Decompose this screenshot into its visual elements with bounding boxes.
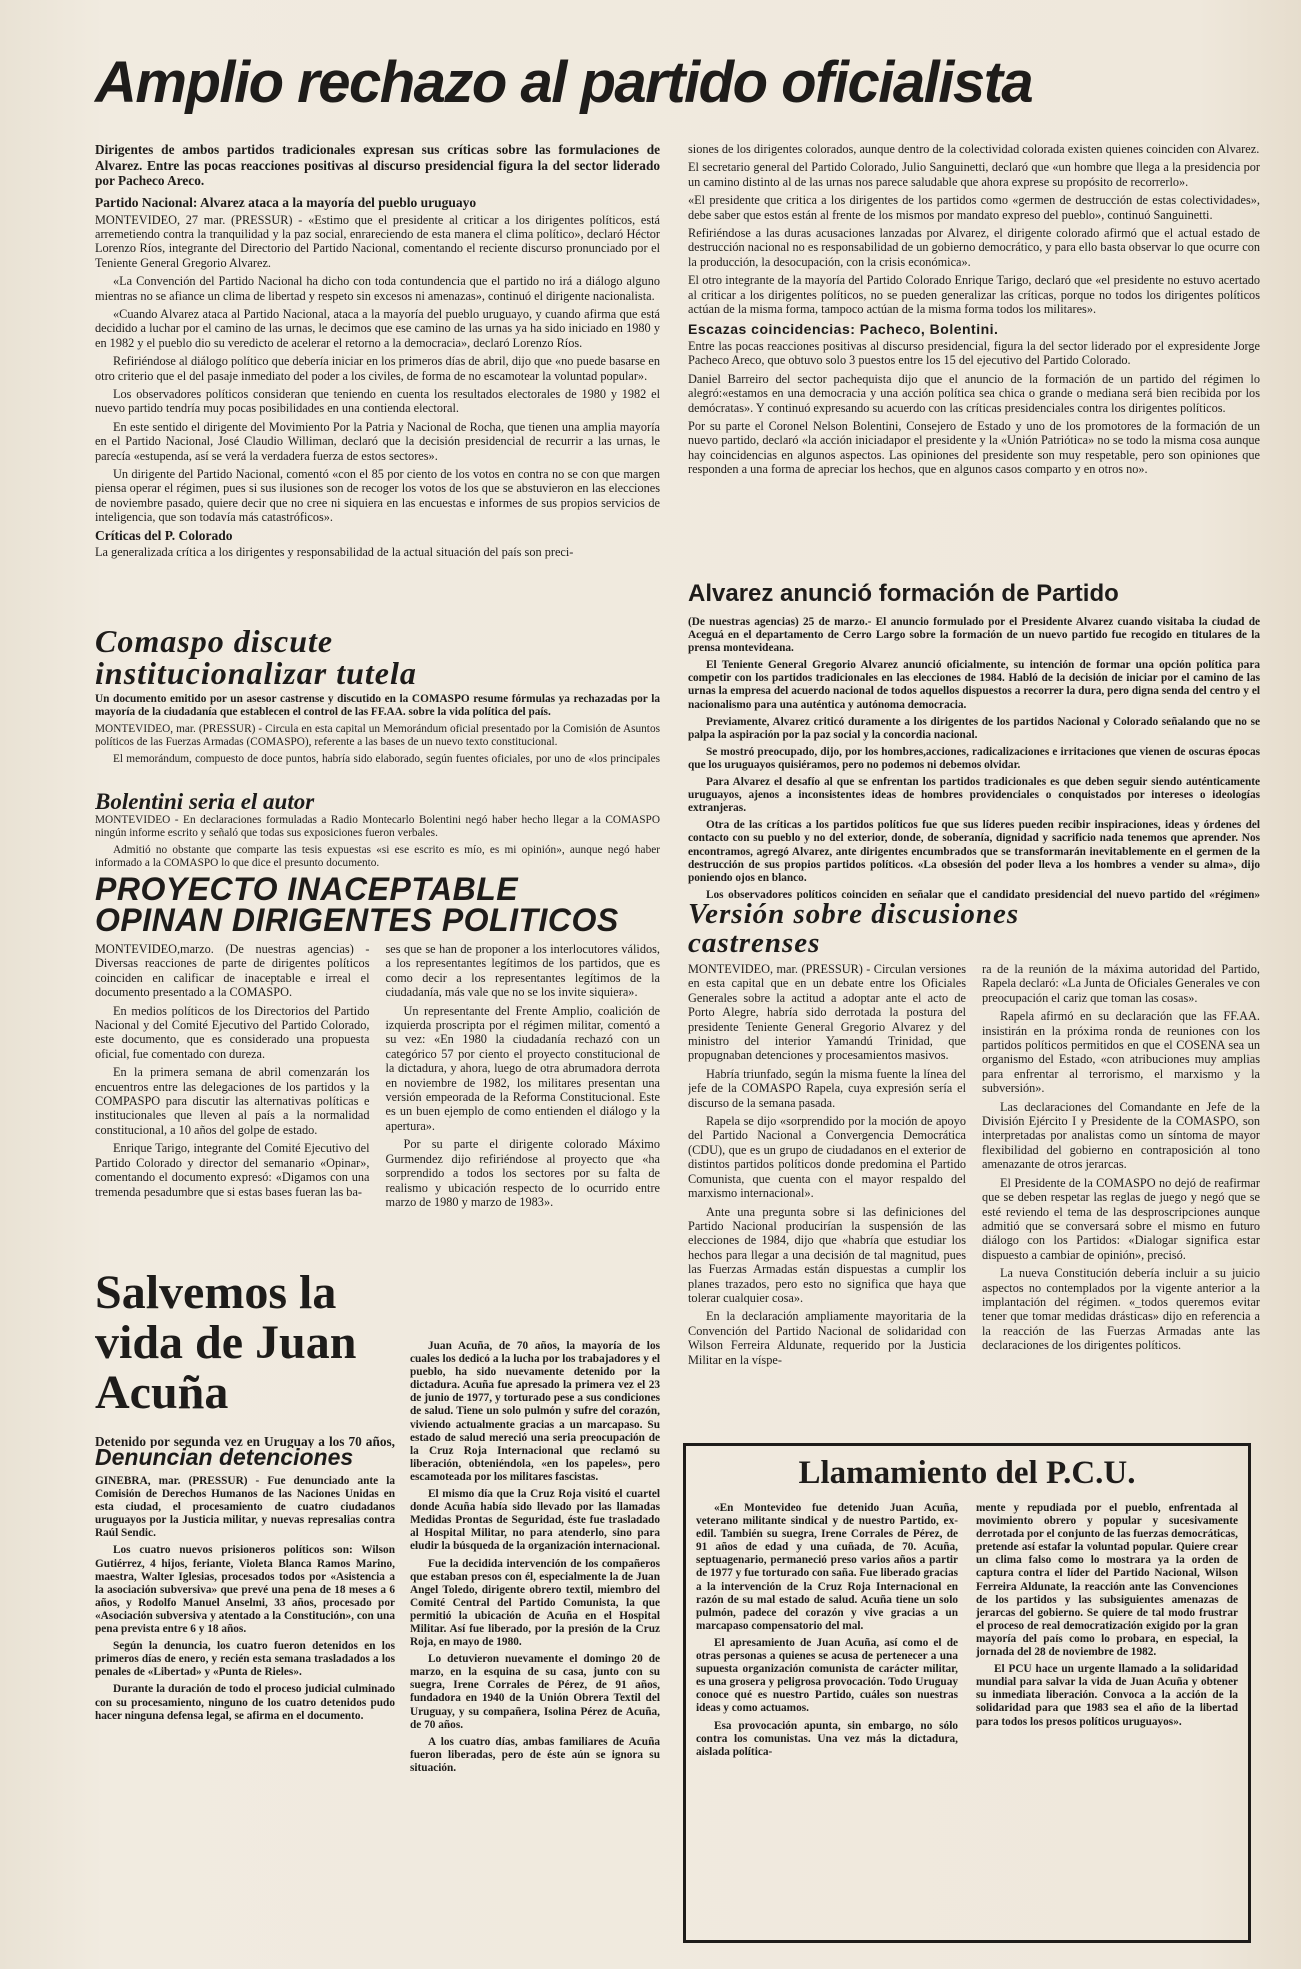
article-rechazo-left — [95, 142, 660, 624]
paragraph: El otro integrante de la mayoría del Partido Colorado Enrique Tarigo, declaró que «el presidente no estuvo acertado al criticar a los dirigentes políticos, no se pueden generalizar las críticas, porque no todos los dirigentes políticos actúan de la misma forma, tampoco actúan de la misma forma todos los militares». — [688, 273, 1260, 317]
article-comaspo — [95, 625, 660, 765]
paragraph: Durante la duración de todo el proceso judicial culminado con su procesamiento, ninguno de los cuatro detenidos pudo hacer ninguna defensa legal, se afirma en el documento. — [95, 1683, 395, 1722]
paragraph: Las declaraciones del Comandante en Jefe de la División Ejército I y Presidente de la COMASPO, son interpretadas por analistas como un síntoma de mayor flexibilidad del gobierno en contraposición al tono amenazante de otros jerarcas. — [982, 1099, 1260, 1172]
paragraph: Refiriéndose a las duras acusaciones lanzadas por Alvarez, el dirigente colorado afirmó que el actual estado de destrucción nacional no es responsabilidad de un gobierno democrático, y para ello basta observar lo que ocurre con la producción, la desocupación, con la crisis económica». — [688, 226, 1260, 269]
paragraph: Por su parte el Coronel Nelson Bolentini, Consejero de Estado y uno de los promotores de la formación de un nuevo partido, declaró «la acción iniciadapor el presidente y la «Unión Patriótica» no se todo la misma cosa aunque hay coincidencias en algunos aspectos. Las opiniones del presidente son muy respetable, pero son opiniones que responden a una forma de apreciar los hechos, que en algunos casos comparto y en otros no». — [688, 418, 1260, 477]
article-denuncian — [95, 1445, 395, 1945]
article-body-denuncian — [95, 1475, 395, 1723]
section-body-partido-nacional — [95, 213, 660, 560]
paragraph: «Cuando Alvarez ataca al Partido Nacional, ataca a la mayoría del pueblo uruguayo, y cuando afirma que está decidido a luchar por el camino de las urnas, le decimos que ese camino de las urnas ya ha sido iniciado en 1980 y en 1982 y el pueblo dio su veredicto de acelerar el retorno a la democracia», declaró Lorenzo Ríos. — [95, 306, 660, 350]
article-anuncio — [688, 580, 1260, 900]
paragraph: «En Montevideo fue detenido Juan Acuña, veterano militante sindical y de nuestro Partido, ex-edil. También su suegra, Irene Corrales de Pérez, de 91 años de edad y una cuñada, de 70. Acuña, septuagenario, permaneció preso varios años a partir de 1977 y fue torturado con saña. Fue liberado gracias a la intervención de la Cruz Roja Internacional en razón de su mal estado de salud. Acuña tiene un solo pulmón, padece del corazón y vive gracias a un marcapaso compensatorio del mal. — [696, 1502, 958, 1632]
paragraph: MONTEVIDEO, 27 mar. (PRESSUR) - «Estimo que el presidente al criticar a los dirigentes políticos, está arremetiendo contra la tranquilidad y la paz social, enrareciendo de esta manera el clima político», declaró Héctor Lorenzo Ríos, integrante del Directorio del Partido Nacional, comentando el reciente discurso pronunciado por el Teniente General Gregorio Alvarez. — [95, 212, 660, 270]
paragraph: Ante una pregunta sobre si las definiciones del Partido Nacional producirían la suspensión de las elecciones de 1984, dijo que «habría que estudiar los hechos para llegar a una decisión de tal magnitud, pues las Fuerzas Armadas están dispuestas a cumplir los planes trazados, pero esto no significa que haya que tolerar cualquier cosa». — [688, 1204, 966, 1305]
article-rechazo-right — [688, 142, 1260, 582]
article-heading-version-2: castrenses — [688, 927, 821, 959]
article-salvemos-heading — [95, 1268, 395, 1448]
article-body-version — [688, 962, 1260, 1432]
paragraph: El memorándum, compuesto de doce puntos, habría sido elaborado, según fuentes oficiales, por uno de «los principales — [113, 753, 660, 765]
section-heading-partido-nacional: Partido Nacional: Alvarez ataca a la mayoría del pueblo uruguayo — [95, 194, 477, 210]
paragraph: El PCU hace un urgente llamado a la solidaridad mundial para salvar la vida de Juan Acuña y obtener su inmediata liberación. Convoca a la acción de la solidaridad para que 1983 sea el año de la libertad para todos los presos políticos uruguayos». — [976, 1663, 1238, 1728]
article-lead-salvemos: Detenido por segunda vez en Uruguay a los 70 años, — [95, 1434, 395, 1448]
paragraph: Esa provocación apunta, sin embargo, no sólo contra los comunistas. Una vez más la dictadura, aislada política- — [696, 1719, 958, 1758]
paragraph: Habría triunfado, según la misma fuente la línea del jefe de la COMASPO Rapela, cuya expresión sería el discurso de la semana pasada. — [688, 1066, 966, 1110]
article-heading-version-1: Versión sobre discusiones — [688, 900, 1020, 930]
paragraph: Juan Acuña, de 70 años, la mayoría de los cuales los dedicó a la lucha por los trabajadores y el pueblo, ha sido nuevamente detenido por la dictadura. Acuña fue apresado la primera vez el 23 de junio de 1977, y torturado pese a sus condiciones de salud. Tiene un solo pulmón y sufre del corazón, viviendo actualmente gracias a un marcapaso. Su estado de salud mereció una seria preocupación de la Cruz Roja Internacional que reclamó su liberación, obteniéndola, «en los papeles», pero escamoteada por los militares fascistas. — [410, 1340, 660, 1483]
section-heading-coincidencias: Escazas coincidencias: Pacheco, Bolentini. — [688, 321, 999, 338]
article-heading-salvemos: Salvemos la vida de Juan Acuña — [95, 1268, 357, 1419]
paragraph: «El presidente que critica a los dirigentes de los partidos como «germen de destrucción de estas colectividades», debe saber que estos están al frente de los mismos por mandato expreso del pueblo», continuó Sanguinetti. — [688, 193, 1260, 222]
paragraph: MONTEVIDEO, mar. (PRESSUR) - Circula en esta capital un Memorándum oficial presentado por la Comisión de Asuntos políticos de las Fuerzas Armadas (COMASPO), referente a las bases de un nuevo texto constitucional. — [95, 723, 660, 749]
paragraph: ses que se han de proponer a los interlocutores válidos, a los representantes legítimos de los partidos, que es como decir a los representantes legítimos de la ciudadanía, más vale que no se los invite siquiera». — [385, 942, 660, 1000]
article-pcu-box — [683, 1443, 1251, 1943]
article-proyecto — [95, 874, 660, 1264]
paragraph: Daniel Barreiro del sector pachequista dijo que el anuncio de la formación de un partido del régimen lo alegró:«estamos en una democracia y una acción política sea chica o grande o mediana será bien recibida por los demócratas». Y continuó expresando su acuerdo con las críticas presidenciales contra los dirigentes políticos. — [688, 371, 1260, 415]
paragraph: En medios políticos de los Directorios del Partido Nacional y del Comité Ejecutivo del Partido Colorado, este documento, que es considerado una propuesta oficial, fue comentado con dureza. — [95, 1003, 370, 1061]
paragraph: Según la denuncia, los cuatro fueron detenidos en los primeros días de enero, y recién esta semana trasladados a los penales de «Libertad» y «Punta de Rieles». — [95, 1640, 395, 1679]
section-heading-partido-colorado: Críticas del P. Colorado — [95, 527, 233, 543]
paragraph: MONTEVIDEO,marzo. (De nuestras agencias) - Diversas reacciones de parte de dirigentes políticos coinciden en calificar de inaceptable e irreal el documento presentado a la COMASPO. — [95, 942, 370, 1000]
paragraph: El Presidente de la COMASPO no dejó de reafirmar que se deben respetar las reglas de juego y negó que se esté reviendo el tema de las desproscripciones aunque admitió que se conversará sobre el mismo en futuro diálogo con los Partidos: «Dialogar significa estar dispuesto a cambiar de opinión», precisó. — [982, 1175, 1260, 1262]
paragraph: Fue la decidida intervención de los compañeros que estaban presos con él, especialmente la de Juan Angel Toledo, dirigente obrero textil, miembro del Comité Central del Partido Comunista, la que permitió la ubicación de Acuña en el Hospital Militar. Así fue liberado, por la presión de la Cruz Roja, en mayo de 1980. — [410, 1557, 660, 1649]
paragraph: ra de la reunión de la máxima autoridad del Partido, Rapela declaró: «La Junta de Oficiales Generales ve con preocupación el cariz que toman las cosas». — [982, 962, 1260, 1005]
article-heading-bolentini: Bolentini seria el autor — [95, 790, 315, 814]
article-heading-pcu: Llamamiento del P.C.U. — [798, 1455, 1136, 1491]
paragraph: Rapela se dijo «sorprendido por la moción de apoyo del Partido Nacional a Convergencia Democrática (CDU), que es un grupo de ciudadanos en el exterior de distintos partidos políticos donde predomina el Partido Comunista, que cuenta con el mayor respaldo del marxismo internacional». — [688, 1114, 966, 1201]
article-bolentini — [95, 790, 660, 870]
page-headline: Amplio rechazo al partido oficialista — [95, 50, 1033, 115]
article-version — [688, 900, 1260, 1440]
article-heading-proyecto-2: OPINAN DIRIGENTES POLITICOS — [95, 902, 619, 938]
article-body-salvemos — [410, 1340, 660, 1940]
paragraph: Previamente, Alvarez criticó duramente a los dirigentes de los partidos Nacional y Colorado señalando que no se palpa la aspiración por la paz social y la concordia nacional. — [688, 715, 1260, 741]
paragraph: Rapela afirmó en su declaración que las FF.AA. insistirán en la próxima ronda de reuniones con los partidos políticos permitidos en que el COSENA sea un organismo del Estado, «con atribuciones muy amplias para enfrentar al terrorismo, el marxismo y la subversión». — [982, 1009, 1260, 1096]
paragraph: «La Convención del Partido Nacional ha dicho con toda contundencia que el partido no irá a diálogo alguno mientras no se afiance un clima de libertad y respeto sin excesos ni amenazas», continuó el dirigente nacionalista. — [95, 274, 660, 303]
paragraph: Admitió no obstante que comparte las tesis expuestas «si ese escrito es mío, es mi opinión», aunque negó haber informado a la COMASPO lo que dice el presunto documento. — [95, 844, 660, 870]
paragraph: Refiriéndose al diálogo político que debería iniciar en los primeros días de abril, dijo que «no puede basarse en otro criterio que el del pasaje inmediato del poder a los civiles, de forma de no escamotear la voluntad popular». — [95, 354, 660, 383]
article-intro: Dirigentes de ambos partidos tradicionales expresan sus críticas sobre las formulaciones de Alvarez. Entre las pocas reacciones positivas al discurso presidencial figura la del sector liderado por Pacheco Areco. — [95, 142, 660, 188]
paragraph: En la primera semana de abril comenzarán los encuentros entre las delegaciones de los partidos y la COMPASPO para discutir las alternativas políticas e institucionales que lleven al país a la normalidad constitucional, a 10 años del golpe de estado. — [95, 1065, 370, 1137]
paragraph: Otra de las críticas a los partidos políticos fue que sus líderes pueden recibir inspiraciones, ideas y órdenes del contacto con su pueblo y no del exterior, donde, de soberanía, dignidad y sacrificio nada tenemos que aprender. Nos encontramos, agregó Alvarez, ante dirigentes encumbrados que se transformarán inevitablemente en el germen de la destrucción de sus propios partidos políticos. «La obsesión del poder lleva a los hombres a vender su alma», dijo poniendo ojos en blanco. — [688, 819, 1260, 884]
paragraph: El Teniente General Gregorio Alvarez anunció oficialmente, su intención de formar una opción política para competir con los partidos tradicionales en las elecciones de 1984. Habló de la decisión de iniciar por el camino de las urnas la empresa del acuerdo nacional de todos aquellos dispuestos a recorrer la dura, pero digna senda del centro y el nacionalismo para una auténtica y autónoma democracia. — [688, 659, 1260, 711]
paragraph: En la declaración ampliamente mayoritaria de la Convención del Partido Nacional de solidaridad con Wilson Ferreira Aldunate, requerido por la Justicia Militar en la víspe- — [688, 1309, 966, 1367]
paragraph: El apresamiento de Juan Acuña, así como el de otras personas a quienes se acusa de pertenecer a una supuesta organización comunista de carácter militar, es una grosera y peligrosa provocación. Todo Uruguay conoce qué es nuestro Partido, cuáles son nuestras ideas y como actuamos. — [696, 1636, 958, 1715]
paragraph: La generalizada crítica a los dirigentes y responsabilidad de la actual situación del país son preci- — [95, 545, 574, 560]
paragraph: MONTEVIDEO, mar. (PRESSUR) - Circulan versiones en esta capital que en un debate entre los Oficiales Generales sobre la actitud a adoptar ante el acto de Porto Alegre, habría sido derrotada la postura del presidente Teniente General Gregorio Alvarez y del ministro del interior Yamandú Trinidad, que propugnaban detenciones y procesamientos masivos. — [688, 962, 966, 1063]
article-body-anuncio — [688, 616, 1260, 900]
paragraph: Los observadores políticos coinciden en señalar que el candidato presidencial del nuevo partido del «régimen» — [706, 888, 1260, 900]
paragraph: siones de los dirigentes colorados, aunque dentro de la colectividad colorada existen quienes coinciden con Alvarez. — [688, 142, 1260, 156]
paragraph: Entre las pocas reacciones positivas al discurso presidencial, figura la del sector liderado por el expresidente Jorge Pacheco Areco, que obtuvo solo 3 puestos entre los 15 del ejecutivo del Partido Colorado. — [688, 338, 1260, 368]
paragraph: El mismo día que la Cruz Roja visitó el cuartel donde Acuña había sido llevado por las llamadas Medidas Prontas de Seguridad, éste fue trasladado al Hospital Militar, no para atenderlo, sino para eludir la búsqueda de la organización internacional. — [410, 1488, 660, 1553]
paragraph: mente y repudiada por el pueblo, enfrentada al movimiento obrero y popular y sucesivamente derrotada por el conjunto de las fuerzas democráticas, pretende así estafar la voluntad popular. Quiere crear un clima falso como lo mostrara ya la orden de captura contra el líder del Partido Nacional, Wilson Ferreira Aldunate, la reacción ante las Convenciones de los partidos y las subsiguientes amenazas de jerarcas del gobierno. Se quiere de tal modo frustrar el proceso de real democratización exigido por la gran mayoría del país como lo probara, en especial, la jornada del 28 de noviembre de 1982. — [976, 1502, 1238, 1659]
article-heading-comaspo: Comaspo discute institucionalizar tutela — [95, 625, 417, 691]
paragraph: Se mostró preocupado, dijo, por los hombres,acciones, radicalizaciones e irritaciones que vienen de oscuras épocas que los uruguayos quisiéramos, pero no podemos ni debemos olvidar. — [688, 745, 1260, 771]
paragraph: Lo detuvieron nuevamente el domingo 20 de marzo, en la esquina de su casa, junto con su suegra, Irene Corrales de Pérez, de 91 años, fundadora en 1940 de la Unión Obrera Textil del Uruguay, y su compañera, Isolina Pérez de Acuña, de 70 años. — [410, 1653, 660, 1731]
paragraph: Un representante del Frente Amplio, coalición de izquierda proscripta por el régimen militar, comentó a su vez: «En 1980 la ciudadanía rechazó con un categórico 57 por ciento el proyecto constitucional de la dictadura, y ahora, luego de otra abrumadora derrota en noviembre de 1982, los militares presentan una versión empeorada de la Reforma Constitucional. Este es un buen ejemplo de como entienden el diálogo y la apertura». — [385, 1003, 660, 1133]
paragraph: GINEBRA, mar. (PRESSUR) - Fue denunciado ante la Comisión de Derechos Humanos de las Naciones Unidas en esta ciudad, el procesamiento de cuatro ciudadanos uruguayos por la Justicia militar, y nuevas represalias contra Raúl Sendic. — [95, 1475, 395, 1540]
paragraph: Enrique Tarigo, integrante del Comité Ejecutivo del Partido Colorado y director del semanario «Opinar», comentando el documento expresó: «Digamos con una tremenda pesadumbre que si estas bases fueran las ba- — [95, 1141, 370, 1199]
paragraph: Por su parte el dirigente colorado Máximo Gurmendez dijo refiriéndose al proyecto que «ha sorprendido a todos los sectores por su falta de realismo y ubicación respecto de lo ocurrido entre marzo de 1980 y marzo de 1983». — [385, 1137, 660, 1209]
paragraph: Los observadores políticos consideran que teniendo en cuenta los resultados electorales de 1980 y 1982 el nuevo partido tendría muy pocas posibilidades en una contienda electoral. — [95, 386, 660, 416]
article-heading-anuncio: Alvarez anunció formación de Partido — [688, 580, 1119, 607]
paragraph: Un dirigente del Partido Nacional, comentó «con el 85 por ciento de los votos en contra no se con que margen piensa operar el régimen, pues si sus ilusiones son de recoger los votos de los que se abstuvieron en las elecciones de noviembre pasado, quiere decir que no cree ni siquiera en las encuestas e informes de sus propios servicios de inteligencia, que son todavía más catastróficos». — [95, 467, 660, 525]
paragraph: MONTEVIDEO - En declaraciones formuladas a Radio Montecarlo Bolentini negó haber hecho llegar a la COMASPO ningún informe escrito y señaló que todas sus exposiciones fueron verbales. — [95, 814, 660, 840]
article-lead-comaspo: Un documento emitido por un asesor castrense y discutido en la COMASPO resume fórmulas ya rechazadas por la mayoría de la ciudadanía que establecen el control de las FF.AA. sobre la vida política del país. — [95, 693, 660, 719]
paragraph: (De nuestras agencias) 25 de marzo.- El anuncio formulado por el Presidente Alvarez cuando visitaba la ciudad de Aceguá en el departamento de Cerro Largo sobre la formación de un nuevo partido fue recogido en titulares de la prensa montevideana. — [688, 616, 1260, 655]
article-body-bolentini — [95, 814, 660, 870]
article-body-comaspo — [95, 723, 660, 765]
paragraph: A los cuatro días, ambas familiares de Acuña fueron liberadas, pero de éste aún se ignora su situación. — [410, 1735, 660, 1774]
paragraph: Los cuatro nuevos prisioneros políticos son: Wilson Gutiérrez, 4 hijos, feriante, Violeta Blanca Ramos Marino, maestra, Walter Iglesias, procesados todos por «Asistencia a la asociación subversiva» que prevé una pena de 18 meses a 6 años, y Rodolfo Manuel Anselmi, 33 años, procesado por «Asociación subversiva y atentado a la Constitución», con una pena prevista entre 6 y 18 años. — [95, 1544, 395, 1636]
article-body-pcu — [696, 1502, 1238, 1922]
paragraph: Para Alvarez el desafío al que se enfrentan los partidos tradicionales es que deben seguir siendo auténticamente uruguayos, ajenos a inconsistentes ideas de hombres providenciales o conquistados por intereses o ideologías extranjeras. — [688, 776, 1260, 815]
paragraph: El secretario general del Partido Colorado, Julio Sanguinetti, declaró que «un hombre que llega a la presidencia por un camino distinto al de las urnas nos parece saludable que ahora exprese su propósito de recorrerlo». — [688, 160, 1260, 189]
article-heading-denuncian: Denuncian detenciones — [95, 1445, 354, 1470]
article-body-proyecto — [95, 942, 660, 1242]
article-heading-proyecto-1: PROYECTO INACEPTABLE — [95, 874, 519, 907]
paragraph: En este sentido el dirigente del Movimiento Por la Patria y Nacional de Rocha, que tienen una amplia mayoría en el Partido Nacional, José Claudio Williman, declaró que la decisión presidencial de recurrir a las urnas, le parecía «estupenda, así se verá la verdadera fuerza de estos sectores». — [95, 419, 660, 463]
paragraph: La nueva Constitución debería incluir a su juicio aspectos no contemplados por la vigente anterior a la implantación del régimen. «_todos queremos evitar tener que tomar medidas drásticas» dijo en referencia a la reacción de las Fuerzas Armadas ante las declaraciones de los dirigentes políticos. — [982, 1266, 1260, 1353]
